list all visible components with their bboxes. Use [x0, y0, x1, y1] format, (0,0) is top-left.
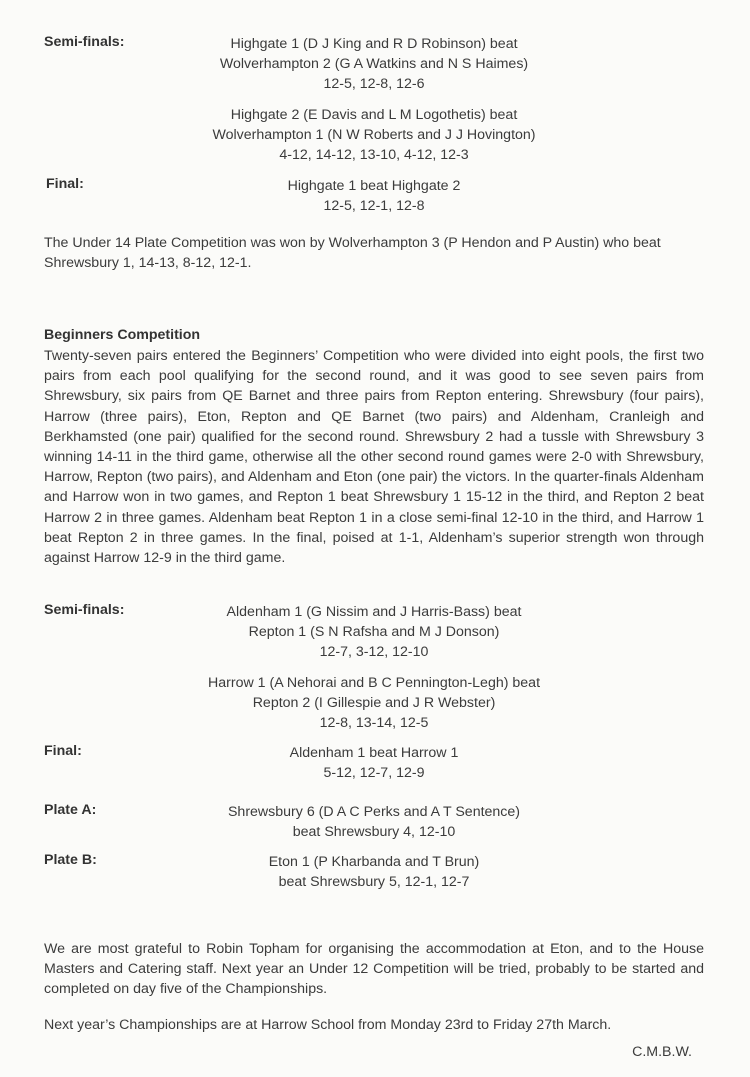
result-line: Aldenham 1 beat Harrow 1 [289, 745, 459, 761]
result-line: Shrewsbury 6 (D A C Perks and A T Sentence) [227, 804, 521, 820]
score-line: beat Shrewsbury 5, 12-1, 12-7 [278, 874, 470, 890]
next-year-paragraph: Next year’s Championships are at Harrow School from Monday 23rd to Friday 27th March. [44, 1017, 612, 1033]
section-label: Plate B: [44, 852, 97, 868]
beginners-heading: Beginners Competition [44, 327, 201, 343]
beginners-paragraph: Twenty-seven pairs entered the Beginners’ Competition who were divided into eight pools, the first two pairs from each pool qualifying for the second round, and it was good to see seven pairs from Shrewsbury, six pairs from QE Barnet and three pairs from Repton entering. Shrewsbury (four pairs), Harrow (three pairs), Eton, Repton and QE Barnet (two pairs) and Aldenham, Cranleigh and Berkhamsted (one pair) qualified for the second round. Shrewsbury 2 had a tussle with Shrewsbury 3 winning 14-11 in the third game, otherwise all the other second round games were 2-0 with Shrewsbury, Harrow, Repton (two pairs), and Aldenham and Eton (one pair) the victors. In the quarter-finals Aldenham and Harrow won in two games, and Repton 1 beat Shrewsbury 1 15-12 in the third, and Repton 2 beat Harrow 2 in three games. Aldenham beat Repton 1 in a close semi-final 12-10 in the third, and Harrow 1 beat Repton 2 in three games. In the final, poised at 1-1, Aldenham’s superior strength won through against Harrow 12-9 in the third game. [44, 348, 704, 567]
signature: C.M.B.W. [632, 1044, 692, 1060]
score-line: 12-5, 12-1, 12-8 [323, 198, 425, 214]
result-line: Eton 1 (P Kharbanda and T Brun) [268, 854, 480, 870]
result-line: Repton 2 (I Gillespie and J R Webster) [252, 695, 496, 711]
score-line: 12-8, 13-14, 12-5 [319, 715, 429, 731]
result-line: Repton 1 (S N Rafsha and M J Donson) [248, 624, 500, 640]
result-line: Aldenham 1 (G Nissim and J Harris-Bass) beat [226, 604, 522, 620]
score-line: beat Shrewsbury 4, 12-10 [292, 824, 456, 840]
section-label: Plate A: [44, 802, 97, 818]
result-line: Wolverhampton 1 (N W Roberts and J J Hovington) [212, 127, 536, 143]
section-label: Semi-finals: [44, 34, 125, 50]
score-line: 4-12, 14-12, 13-10, 4-12, 12-3 [279, 147, 469, 163]
result-line: Harrow 1 (A Nehorai and B C Pennington-Legh) beat [207, 675, 541, 691]
result-line: Highgate 2 (E Davis and L M Logothetis) beat [230, 107, 518, 123]
section-label: Final: [44, 743, 82, 759]
result-line: Wolverhampton 2 (G A Watkins and N S Haimes) [219, 56, 529, 72]
score-line: 12-5, 12-8, 12-6 [323, 76, 425, 92]
section-label: Semi-finals: [44, 602, 125, 618]
score-line: 5-12, 12-7, 12-9 [323, 765, 425, 781]
score-line: 12-7, 3-12, 12-10 [319, 644, 429, 660]
u14-plate-paragraph: The Under 14 Plate Competition was won by Wolverhampton 3 (P Hendon and P Austin) who beat Shrewsbury 1, 14-13, 8-12, 12-1. [44, 235, 661, 272]
result-line: Highgate 1 (D J King and R D Robinson) beat [230, 36, 518, 52]
thanks-paragraph: We are most grateful to Robin Topham for organising the accommodation at Eton, and to the House Masters and Catering staff. Next year an Under 12 Competition will be tried, probably to be started and completed on day five of the Championships. [44, 941, 704, 998]
result-line: Highgate 1 beat Highgate 2 [287, 178, 461, 194]
section-label: Final: [46, 176, 84, 192]
